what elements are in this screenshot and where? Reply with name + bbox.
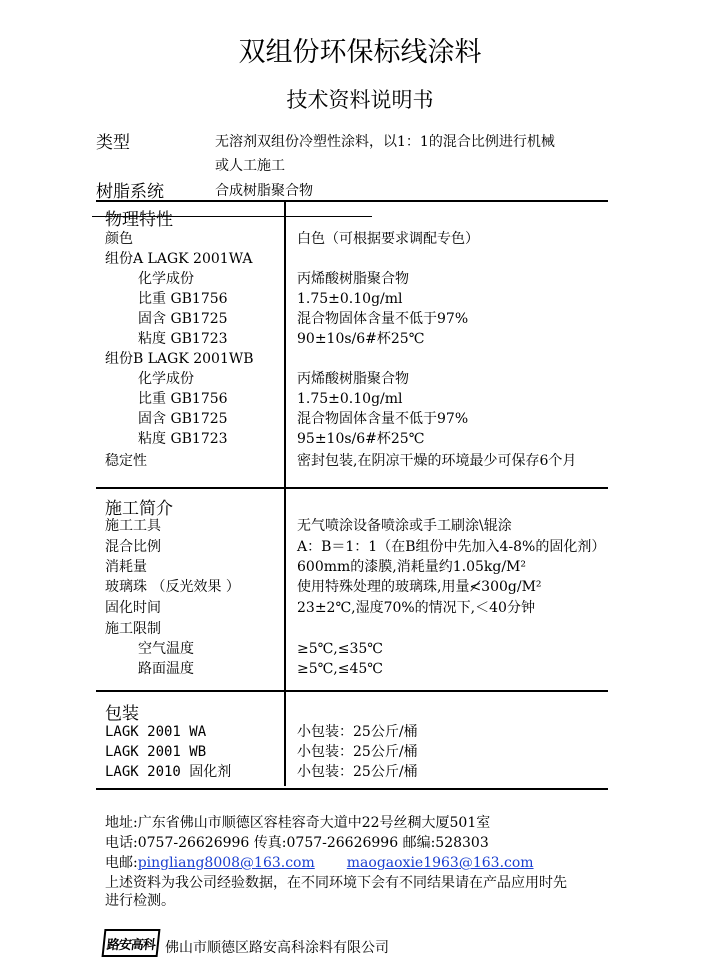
pack-label-hardener: LAGK 2010 固化剂 <box>105 764 232 780</box>
document-title: 双组份环保标线涂料 <box>238 37 482 68</box>
email-link-1[interactable]: pingliang8008@163.com <box>137 855 315 871</box>
phys-label-b-solids: 固含 GB1725 <box>138 411 228 427</box>
phys-label-a-solids: 固含 GB1725 <box>138 311 228 327</box>
app-value-air-temp: ≥5℃,≤35℃ <box>297 641 383 657</box>
app-label-cure-time: 固化时间 <box>105 600 161 616</box>
phys-label-b-chem: 化学成份 <box>138 371 194 387</box>
bottom-rule <box>96 788 608 790</box>
app-value-road-temp: ≥5℃,≤45℃ <box>297 661 383 677</box>
phys-value-b-viscosity: 95±10s/6#杯25℃ <box>297 431 425 447</box>
app-label-tools: 施工工具 <box>105 518 161 534</box>
phys-value-b-solids: 混合物固体含量不低于97% <box>297 411 469 427</box>
section-rule-1 <box>96 487 608 489</box>
pack-label-wa: LAGK 2001 WA <box>105 724 207 740</box>
type-value-line1: 无溶剂双组份冷塑性涂料，以1：1的混合比例进行机械 <box>215 134 555 150</box>
document-subtitle: 技术资料说明书 <box>286 88 434 112</box>
pack-label-wb: LAGK 2001 WB <box>105 744 207 760</box>
app-label-road-temp: 路面温度 <box>138 661 194 677</box>
disclaimer-line2: 进行检测。 <box>105 893 175 909</box>
app-label-mix-ratio: 混合比例 <box>105 539 161 555</box>
app-value-mix-ratio: A：B＝1：1（在B组份中先加入4-8%的固化剂） <box>297 539 606 555</box>
contact-phone-fax-post: 电话:0757-26626996 传真:0757-26626996 邮编:528303 <box>105 835 489 851</box>
contact-address: 地址:广东省佛山市顺德区容桂容奇大道中22号丝稠大厦501室 <box>105 815 491 831</box>
phys-value-a-viscosity: 90±10s/6#杯25℃ <box>297 331 425 347</box>
pack-value-wb: 小包装：25公斤/桶 <box>297 744 418 760</box>
app-value-glass-beads: 使用特殊处理的玻璃珠,用量≮300g/M² <box>297 579 542 595</box>
type-label: 类型 <box>96 133 130 153</box>
phys-label-color: 颜色 <box>105 231 133 247</box>
app-label-limits: 施工限制 <box>105 621 161 637</box>
pack-value-wa: 小包装：25公斤/桶 <box>297 724 418 740</box>
packaging-heading: 包装 <box>105 704 139 724</box>
phys-value-a-solids: 混合物固体含量不低于97% <box>297 311 469 327</box>
phys-label-a-viscosity: 粘度 GB1723 <box>138 331 228 347</box>
phys-label-b-viscosity: 粘度 GB1723 <box>138 431 228 447</box>
column-divider <box>284 202 286 786</box>
email-link-2[interactable]: maogaoxie1963@163.com <box>346 855 534 871</box>
pack-value-hardener: 小包装：25公斤/桶 <box>297 764 418 780</box>
phys-value-color: 白色（可根据要求调配专色） <box>297 231 479 247</box>
phys-value-stability: 密封包装,在阴凉干燥的环境最少可保存6个月 <box>297 453 577 469</box>
disclaimer-line1: 上述资料为我公司经验数据，在不同环境下会有不同结果请在产品应用时先 <box>105 875 567 891</box>
phys-label-component-a: 组份A LAGK 2001WA <box>105 251 253 267</box>
phys-label-component-b: 组份B LAGK 2001WB <box>105 351 254 367</box>
app-label-glass-beads: 玻璃珠 （反光效果 ） <box>105 579 240 595</box>
contact-email-row <box>105 852 534 872</box>
company-logo <box>102 929 161 957</box>
top-rule <box>96 200 608 202</box>
phys-value-b-chem: 丙烯酸树脂聚合物 <box>297 371 409 387</box>
app-value-consumption: 600mm的漆膜,消耗量约1.05kg/M² <box>297 559 527 575</box>
email-label: 电邮: <box>105 855 138 871</box>
phys-label-b-density: 比重 GB1756 <box>138 391 228 407</box>
company-name: 佛山市顺德区路安高科涂料有限公司 <box>165 940 389 956</box>
application-heading: 施工简介 <box>105 499 173 519</box>
phys-value-b-density: 1.75±0.10g/ml <box>297 391 403 407</box>
resin-label: 树脂系统 <box>96 182 164 202</box>
company-logo-text: 路安高科 <box>105 937 156 953</box>
phys-value-a-density: 1.75±0.10g/ml <box>297 291 403 307</box>
resin-value: 合成树脂聚合物 <box>215 183 313 199</box>
app-value-cure-time: 23±2℃,湿度70%的情况下,＜40分钟 <box>297 600 535 616</box>
app-label-consumption: 消耗量 <box>105 559 147 575</box>
app-value-tools: 无气喷涂设备喷涂或手工刷涂\辊涂 <box>297 518 512 534</box>
type-value-line2: 或人工施工 <box>215 158 285 174</box>
phys-label-stability: 稳定性 <box>105 453 147 469</box>
phys-label-a-density: 比重 GB1756 <box>138 291 228 307</box>
section-rule-2 <box>96 690 608 692</box>
phys-value-a-chem: 丙烯酸树脂聚合物 <box>297 271 409 287</box>
phys-label-a-chem: 化学成份 <box>138 271 194 287</box>
physical-heading: 物理特性 <box>105 210 173 230</box>
app-label-air-temp: 空气温度 <box>138 641 194 657</box>
